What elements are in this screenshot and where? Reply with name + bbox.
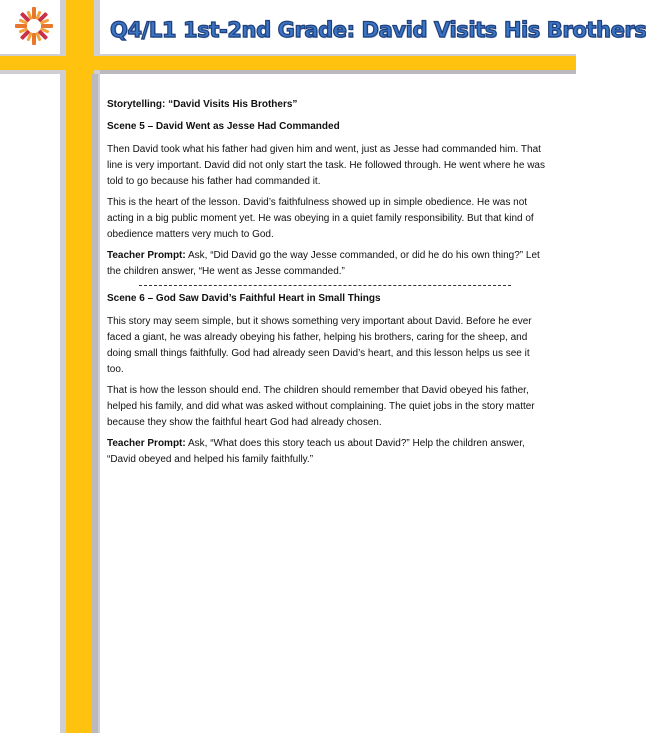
scene-5-title: Scene 5 – David Went as Jesse Had Commanded bbox=[107, 121, 340, 132]
scene-5-paragraph-2: This is the heart of the lesson. David’s faithfulness showed up in simple obedience. He was not acting in a big public moment yet. He was obeying in a quiet family responsibility. But that kind of obedience matters very much to God. bbox=[107, 197, 534, 240]
lesson-content bbox=[107, 98, 547, 473]
scene-6-paragraph-1: This story may seem simple, but it shows something very important about David. Before he ever faced a giant, he was already obeying his father, helping his brothers, caring for the sheep, and doing small things faithfully. God had already seen David’s heart, and this lesson helps us see it too. bbox=[107, 316, 532, 375]
teacher-prompt-text: Ask, “What does this story teach us about David?” Help the children answer, “David obeyed and helped his family faithfully.” bbox=[107, 438, 525, 465]
scene-5-teacher-prompt bbox=[107, 248, 547, 280]
page-title: Q4/L1 1st-2nd Grade: David Visits His Brothers bbox=[110, 18, 646, 42]
scene-6-teacher-prompt bbox=[107, 436, 547, 468]
sunburst-cross-logo-icon bbox=[14, 6, 54, 46]
scene-5-paragraph-1: Then David took what his father had given him and went, just as Jesse had commanded him. That line is very important. David did not only start the task. He followed through. He went where he was told to go because his father had commanded it. bbox=[107, 144, 545, 187]
cross-horizontal-shadow bbox=[100, 70, 576, 74]
teacher-prompt-label: Teacher Prompt: bbox=[107, 250, 186, 261]
cross-vertical-shadow bbox=[92, 74, 98, 733]
teacher-prompt-text: Ask, “Did David go the way Jesse commanded, or did he do his own thing?” Let the children answer, “He went as Jesse commanded.” bbox=[107, 250, 540, 277]
scene-6-title: Scene 6 – God Saw David’s Faithful Heart in Small Things bbox=[107, 293, 381, 304]
cross-vertical-bar bbox=[66, 0, 94, 733]
section-divider bbox=[139, 285, 511, 286]
storytelling-heading: Storytelling: “David Visits His Brothers” bbox=[107, 99, 298, 110]
scene-6-paragraph-2: That is how the lesson should end. The children should remember that David obeyed his father, helped his family, and did what was asked without complaining. The quiet jobs in the story matter because they show the faithful heart God had already chosen. bbox=[107, 385, 535, 428]
teacher-prompt-label: Teacher Prompt: bbox=[107, 438, 186, 449]
